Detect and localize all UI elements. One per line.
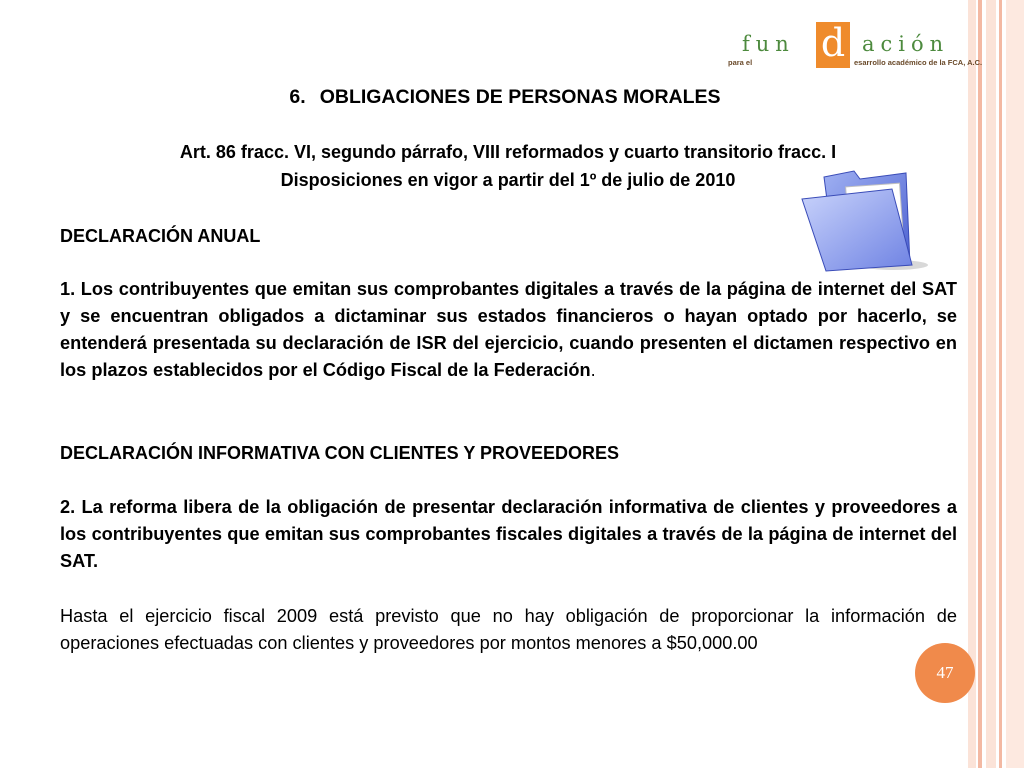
subtitle-line-1: Art. 86 fracc. VI, segundo párrafo, VIII reformados y cuarto transitorio fracc. I <box>179 142 837 162</box>
folder-icon <box>796 165 936 275</box>
paragraph-1-period: . <box>590 360 596 380</box>
logo-word-right: ación <box>862 32 950 56</box>
page-number-badge <box>915 643 975 703</box>
logo-tagline-right: esarrollo académico de la FCA, A.C. <box>854 58 983 67</box>
paragraph-3: Hasta el ejercicio fiscal 2009 está previsto que no hay obligación de proporcionar la información de operaciones efectuadas con clientes y proveedores por montos menores a $50,000.00 <box>60 606 957 653</box>
fundacion-logo <box>728 21 988 74</box>
heading-declaracion-informativa: DECLARACIÓN INFORMATIVA CON CLIENTES Y PROVEEDORES <box>60 443 620 463</box>
paragraph-1 <box>60 276 957 384</box>
title-number: 6. <box>289 86 306 108</box>
logo-tagline-left: para el <box>728 58 753 67</box>
page-number: 47 <box>936 663 954 682</box>
subtitle-line-2: Disposiciones en vigor a partir del 1º de julio de 2010 <box>280 170 736 190</box>
logo-word-left: fun <box>742 32 795 56</box>
slide-title <box>0 86 1010 109</box>
title-text: OBLIGACIONES DE PERSONAS MORALES <box>319 86 721 108</box>
paragraph-1-text: 1. Los contribuyentes que emitan sus comprobantes digitales a través de la página de internet del SAT y se encuentran obligados a dictaminar sus estados financieros o hayan optado por hacerlo, se entenderá presentada su declaración de ISR del ejercicio, cuando presenten el dictamen respectivo en los plazos establecidos por el Código Fiscal de la Federación <box>60 279 957 380</box>
side-stripes <box>968 0 1024 768</box>
paragraph-2: 2. La reforma libera de la obligación de presentar declaración informativa de clientes y proveedores a los contribuyentes que emitan sus comprobantes fiscales digitales a través de la página de internet del SAT. <box>60 497 957 571</box>
heading-declaracion-anual: DECLARACIÓN ANUAL <box>60 226 261 246</box>
logo-letter-d: d <box>816 22 850 68</box>
